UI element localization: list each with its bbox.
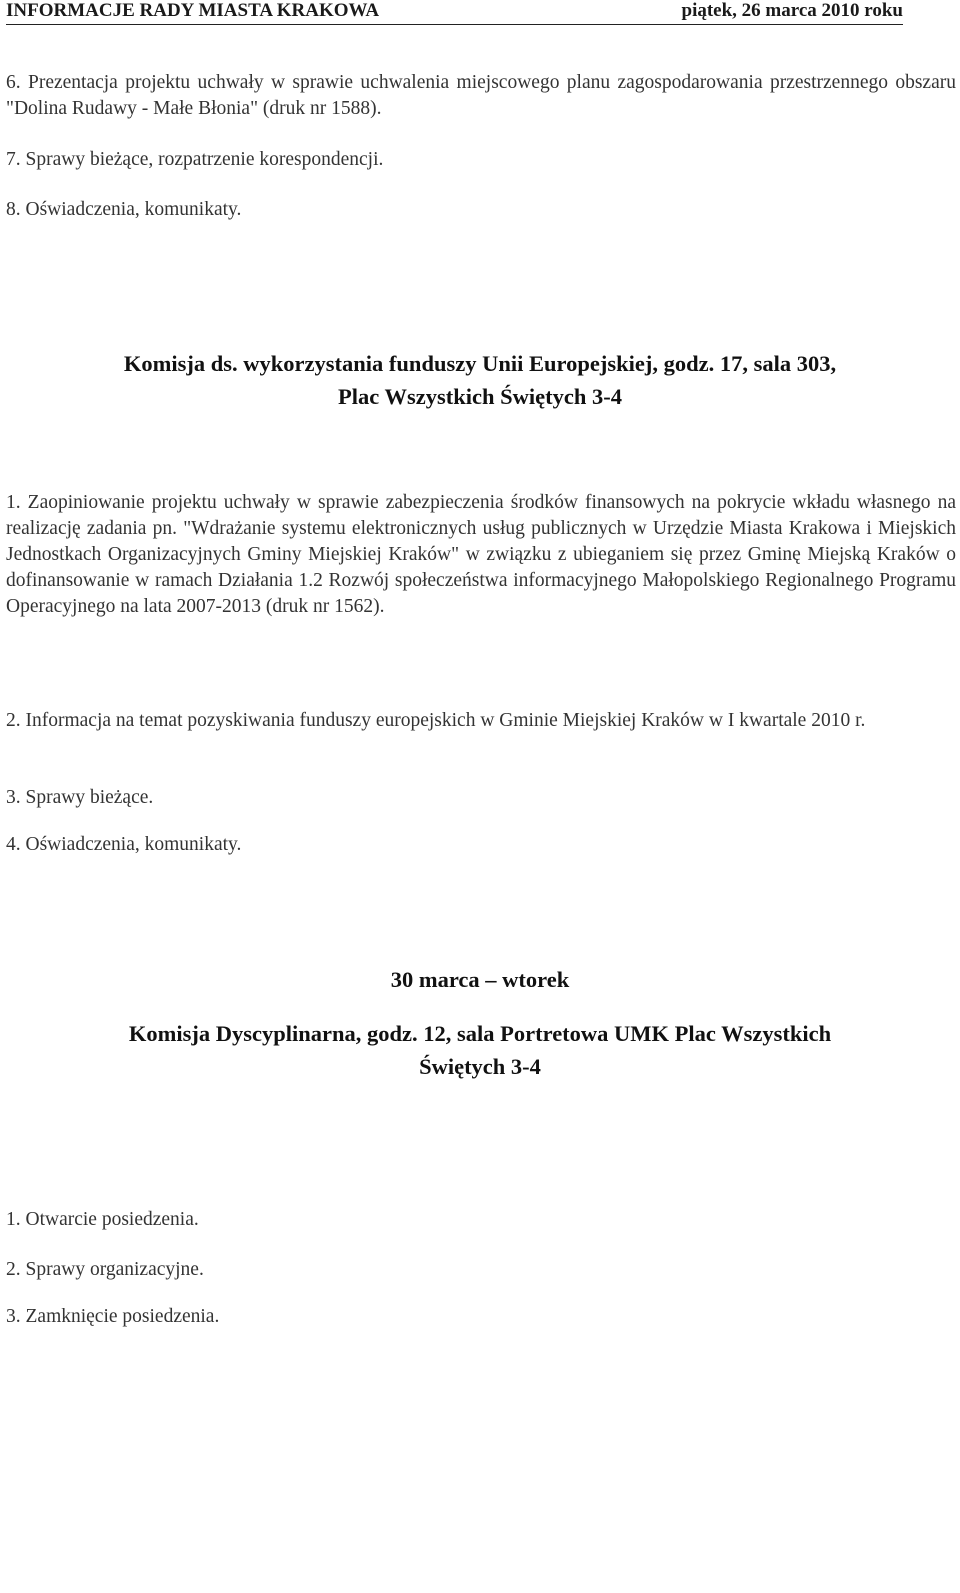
commission-heading-line1: Komisja Dyscyplinarna, godz. 12, sala Portretowa UMK Plac Wszystkich [128, 1021, 832, 1046]
agenda-item: 2. Sprawy organizacyjne. [6, 1259, 204, 1280]
agenda-item: 3. Zamknięcie posiedzenia. [6, 1306, 220, 1327]
agenda-item: 7. Sprawy bieżące, rozpatrzenie korespondencji. [6, 149, 384, 170]
header-date: piątek, 26 marca 2010 roku [681, 0, 903, 21]
page-header [6, 0, 903, 25]
agenda-item: 2. Informacja na temat pozyskiwania funduszy europejskich w Gminie Miejskiej Kraków w I kwartale 2010 r. [6, 710, 866, 731]
commission-heading-line1: Komisja ds. wykorzystania funduszy Unii Europejskiej, godz. 17, sala 303, [123, 351, 837, 376]
commission-heading-line2: Świętych 3-4 [419, 1054, 541, 1079]
agenda-item: 8. Oświadczenia, komunikaty. [6, 199, 242, 220]
agenda-item: 6. Prezentacja projektu uchwały w sprawie uchwalenia miejscowego planu zagospodarowania przestrzennego obszaru "Dolina Rudawy - Małe Błonia" (druk nr 1588). [6, 72, 956, 119]
commission-heading-line2: Plac Wszystkich Świętych 3-4 [338, 384, 622, 409]
agenda-item: 1. Zaopiniowanie projektu uchwały w sprawie zabezpieczenia środków finansowych na pokrycie wkładu własnego na realizację zadania pn. "Wdrażanie systemu elektronicznych usług publicznych w Urzędzie Miasta Krakowa i Miejskich Jednostkach Organizacyjnych Gminy Miejskiej Kraków" w związku z ubieganiem się przez Gminę Miejską Kraków o dofinansowanie w ramach Działania 1.2 Rozwój społeczeństwa informacyjnego Małopolskiego Regionalnego Programu Operacyjnego na lata 2007-2013 (druk nr 1562). [6, 492, 956, 617]
agenda-item: 4. Oświadczenia, komunikaty. [6, 834, 242, 855]
agenda-item: 3. Sprawy bieżące. [6, 787, 154, 808]
day-heading: 30 marca – wtorek [390, 967, 570, 992]
agenda-item: 1. Otwarcie posiedzenia. [6, 1209, 199, 1230]
header-title: INFORMACJE RADY MIASTA KRAKOWA [6, 0, 380, 21]
